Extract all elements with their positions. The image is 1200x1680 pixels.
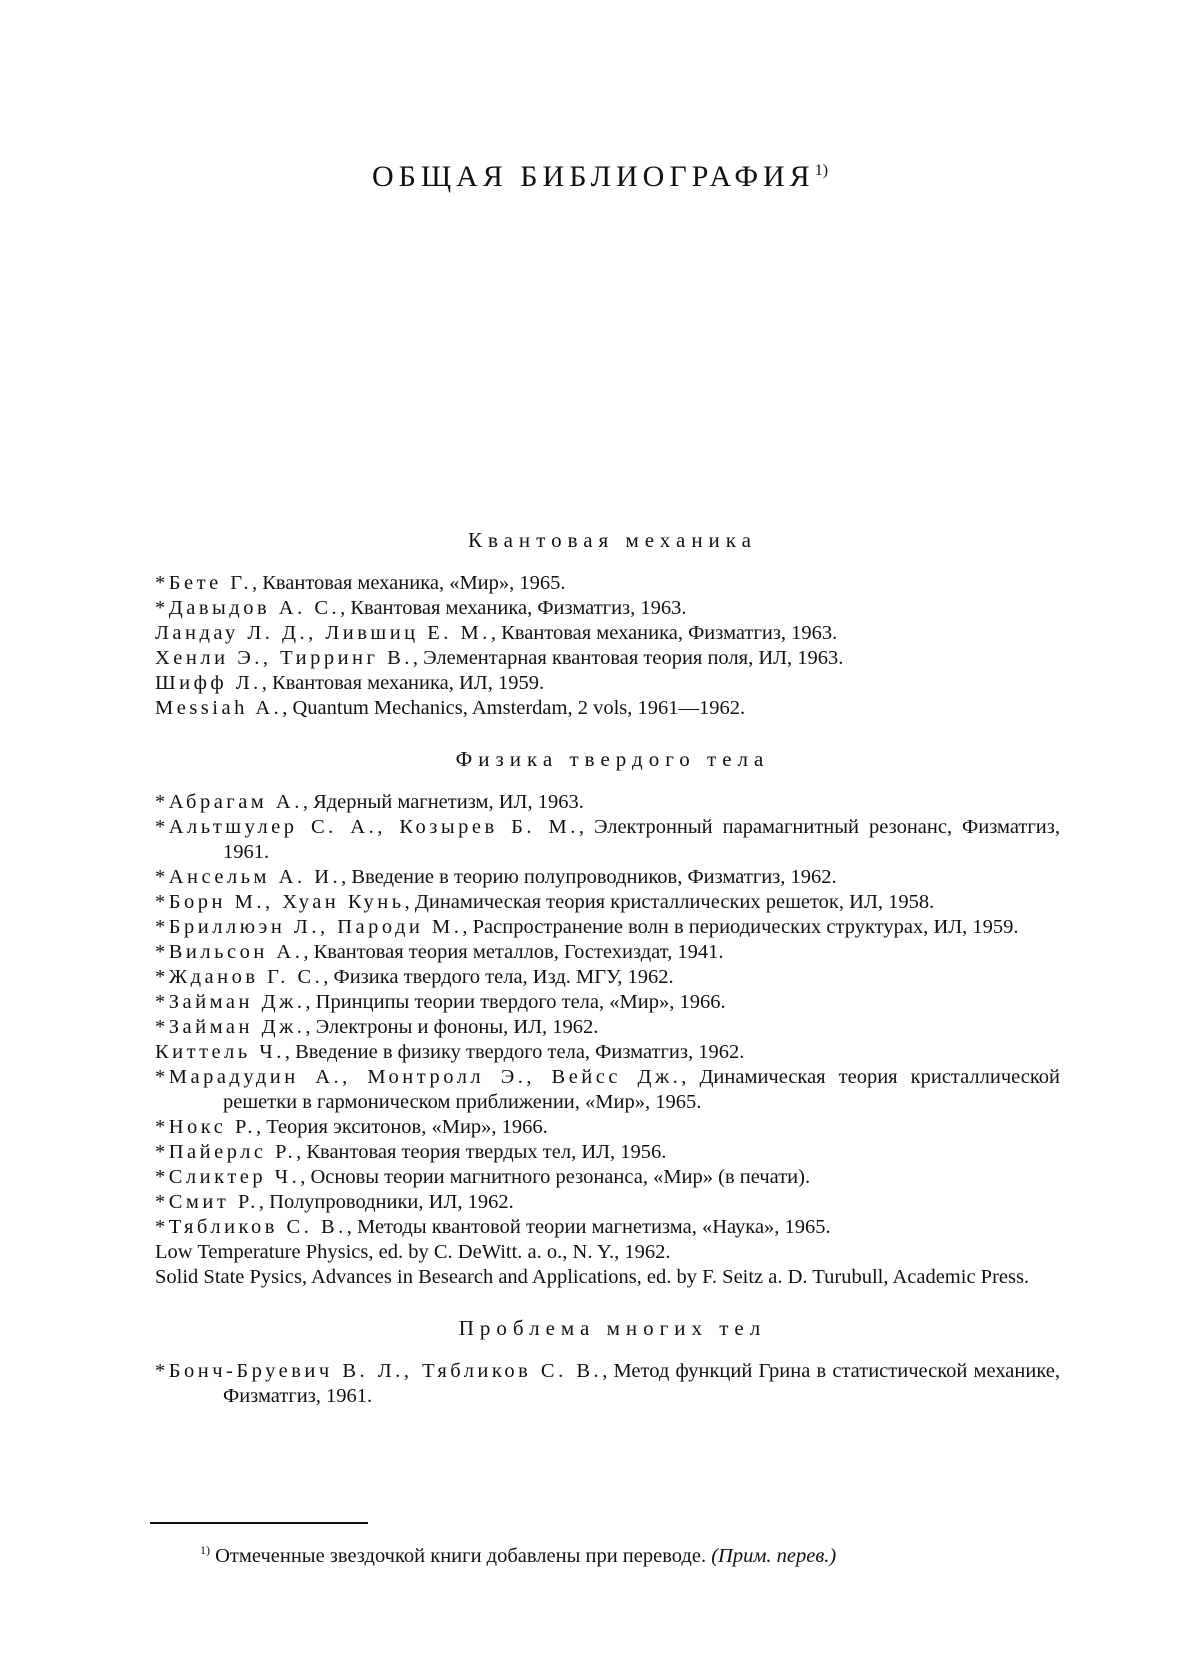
title-text: ОБЩАЯ БИБЛИОГРАФИЯ	[371, 160, 815, 194]
entry-rest: , Электронный парамагнитный резонанс, Физматгиз, 1961.	[223, 816, 1060, 863]
entry-author: *Альтшулер С. А., Козырев Б. М.	[155, 816, 579, 838]
section-quantum-mechanics	[155, 528, 1060, 721]
entry-author: *Бете Г.	[155, 572, 252, 594]
bib-entry	[155, 1265, 1060, 1290]
bib-entry	[155, 940, 1060, 965]
entry-rest: , Квантовая теория металлов, Гостехиздат, 1941.	[303, 941, 724, 963]
entry-rest: Solid State Pysics, Advances in Besearch and Applications, ed. by F. Seitz a. D. Turubull, Academic Press.	[155, 1266, 1030, 1288]
title-footnote-mark: 1)	[814, 162, 829, 180]
entry-rest: , Введение в теорию полупроводников, Физматгиз, 1962.	[341, 866, 837, 888]
bib-entry	[155, 1215, 1060, 1240]
entry-rest: , Методы квантовой теории магнетизма, «Наука», 1965.	[346, 1216, 831, 1238]
entry-rest: , Квантовая механика, ИЛ, 1959.	[261, 672, 545, 694]
entry-author: *Займан Дж.	[155, 991, 306, 1013]
entry-rest: , Динамическая теория кристаллических решеток, ИЛ, 1958.	[404, 891, 935, 913]
bib-entry	[155, 646, 1060, 671]
bib-entry	[155, 1040, 1060, 1065]
entry-rest: , Динамическая теория кристаллической решетки в гармоническом приближении, «Мир», 1965.	[223, 1066, 1060, 1113]
entry-author: *Смит Р.	[155, 1191, 259, 1213]
bib-entry	[155, 1015, 1060, 1040]
entry-author: *Давыдов А. С.	[155, 597, 341, 619]
bib-entry	[155, 1190, 1060, 1215]
bib-entry	[155, 865, 1060, 890]
bib-entry	[155, 621, 1060, 646]
entry-rest: , Распространение волн в периодических структурах, ИЛ, 1959.	[462, 916, 1019, 938]
entry-rest: , Квантовая теория твердых тел, ИЛ, 1956.	[296, 1141, 667, 1163]
bib-entry	[155, 890, 1060, 915]
bib-entry	[155, 915, 1060, 940]
bib-entry	[155, 696, 1060, 721]
entry-author: *Тябликов С. В.	[155, 1216, 347, 1238]
bibliography-content	[155, 528, 1060, 1409]
entry-rest: , Теория экситонов, «Мир», 1966.	[255, 1116, 548, 1138]
section-heading: Проблема многих тел	[458, 1316, 767, 1340]
section-heading: Физика твердого тела	[455, 747, 770, 771]
entry-author: Хенли Э., Тирринг В.	[155, 647, 413, 669]
entry-rest: , Физика твердого тела, Изд. МГУ, 1962.	[323, 966, 674, 988]
entry-rest: , Метод функций Грина в статистической механике, Физматгиз, 1961.	[223, 1360, 1061, 1407]
bib-entry	[155, 790, 1060, 815]
entry-rest: , Основы теории магнитного резонанса, «Мир» (в печати).	[300, 1166, 811, 1188]
entry-rest: Low Temperature Physics, ed. by C. DeWitt. a. o., N. Y., 1962.	[155, 1241, 671, 1263]
bib-entry	[155, 571, 1060, 596]
entry-author: Ландау Л. Д., Лившиц Е. М.	[155, 622, 491, 644]
entry-rest: , Электроны и фононы, ИЛ, 1962.	[305, 1016, 599, 1038]
bib-entry	[155, 1115, 1060, 1140]
bib-entry	[155, 1240, 1060, 1265]
bib-entry	[155, 965, 1060, 990]
bib-entry	[155, 596, 1060, 621]
entry-rest: , Квантовая механика, Физматгиз, 1963.	[490, 622, 838, 644]
bib-entry	[155, 671, 1060, 696]
entry-author: *Пайерлс Р.	[155, 1141, 297, 1163]
bib-entry	[155, 1359, 1060, 1409]
entry-author: *Нокс Р.	[155, 1116, 256, 1138]
footnote-text: Отмеченные звездочкой книги добавлены при переводе.	[210, 1544, 712, 1567]
bib-entry	[155, 1165, 1060, 1190]
footnote	[200, 1538, 1060, 1569]
entry-author: *Займан Дж.	[155, 1016, 306, 1038]
entry-rest: , Введение в физику твердого тела, Физматгиз, 1962.	[284, 1041, 745, 1063]
bib-entry	[155, 990, 1060, 1015]
bib-entry	[155, 815, 1060, 865]
entry-author: Киттель Ч.	[155, 1041, 285, 1063]
page-title	[0, 160, 1200, 194]
entry-author: *Марадудин А., Монтролл Э., Вейсс Дж.	[155, 1066, 682, 1088]
entry-rest: , Quantum Mechanics, Amsterdam, 2 vols, 1961—1962.	[282, 697, 746, 719]
entry-rest: , Квантовая механика, «Мир», 1965.	[251, 572, 566, 594]
entry-author: *Жданов Г. С.	[155, 966, 324, 988]
entry-author: *Бриллюэн Л., Пароди М.	[155, 916, 463, 938]
bib-entry	[155, 1140, 1060, 1165]
entry-author: *Бонч-Бруевич В. Л., Тябликов С. В.	[155, 1360, 603, 1382]
footnote-translator-note: (Прим. перев.)	[711, 1544, 837, 1567]
entry-author: *Абрагам А.	[155, 791, 303, 813]
entry-author: *Борн М., Хуан Кунь	[155, 891, 405, 913]
entry-rest: , Полупроводники, ИЛ, 1962.	[258, 1191, 514, 1213]
entry-author: *Ансельм А. И.	[155, 866, 342, 888]
section-heading: Квантовая механика	[467, 528, 758, 552]
entry-rest: , Элементарная квантовая теория поля, ИЛ, 1963.	[412, 647, 844, 669]
entry-rest: , Принципы теории твердого тела, «Мир», 1966.	[305, 991, 726, 1013]
entry-author: Шифф Л.	[155, 672, 262, 694]
section-solid-state-physics	[155, 747, 1060, 1290]
footnote-divider	[150, 1522, 368, 1524]
entry-author: Messiah A.	[155, 697, 283, 719]
entry-rest: , Ядерный магнетизм, ИЛ, 1963.	[302, 791, 584, 813]
entry-rest: , Квантовая механика, Физматгиз, 1963.	[340, 597, 687, 619]
entry-author: *Сликтер Ч.	[155, 1166, 301, 1188]
section-many-body-problem	[155, 1316, 1060, 1409]
bib-entry	[155, 1065, 1060, 1115]
footnote-mark: 1)	[200, 1543, 210, 1557]
entry-author: *Вильсон А.	[155, 941, 304, 963]
